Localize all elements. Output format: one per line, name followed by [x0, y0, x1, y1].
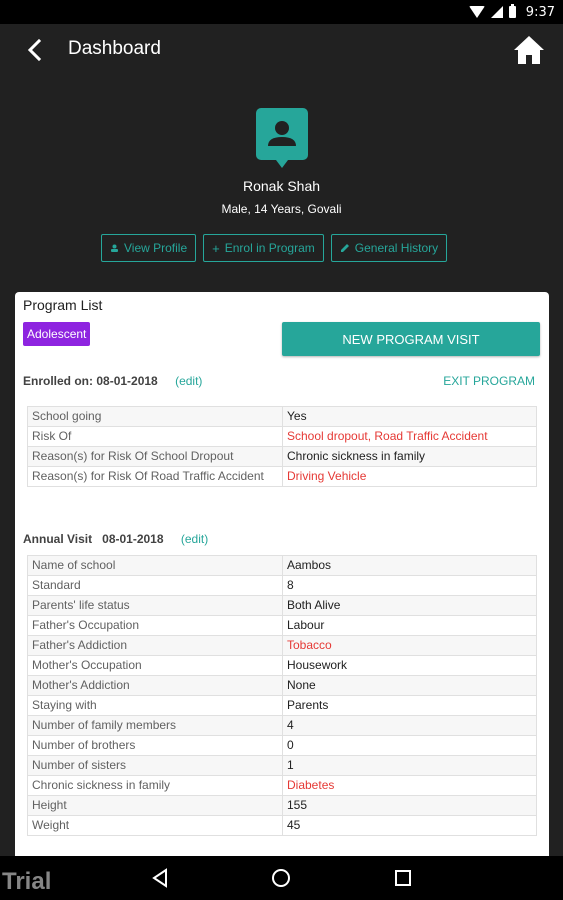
profile-meta: Male, 14 Years, Govali	[221, 202, 342, 216]
nav-back-icon	[150, 868, 170, 888]
field-label: School going	[28, 407, 283, 427]
field-value: Tobacco	[283, 636, 537, 656]
field-label: Height	[28, 796, 283, 816]
table-row	[28, 576, 537, 596]
nav-back-button[interactable]	[150, 868, 170, 893]
field-label: Number of sisters	[28, 756, 283, 776]
field-label: Number of brothers	[28, 736, 283, 756]
field-label: Number of family members	[28, 716, 283, 736]
enrolled-date: 08-01-2018	[96, 374, 158, 388]
program-list-card	[15, 292, 549, 862]
nav-recents-icon	[393, 868, 413, 888]
table-row	[28, 696, 537, 716]
view-profile-button[interactable]: View Profile	[101, 234, 196, 262]
nav-home-icon	[271, 868, 291, 888]
general-history-button[interactable]: General History	[331, 234, 447, 262]
nav-home-button[interactable]	[271, 868, 291, 893]
back-arrow-icon	[22, 36, 50, 64]
status-time: 9:37	[525, 4, 555, 20]
table-row	[28, 736, 537, 756]
edit-annual-visit-link[interactable]: (edit)	[180, 532, 209, 546]
table-row	[28, 656, 537, 676]
field-value: 8	[283, 576, 537, 596]
nav-recents-button[interactable]	[393, 868, 413, 893]
field-value: Housework	[283, 656, 537, 676]
page-title: Dashboard	[68, 38, 161, 59]
table-row	[28, 407, 537, 427]
field-label: Father's Occupation	[28, 616, 283, 636]
field-value: Chronic sickness in family	[283, 447, 537, 467]
program-list-title: Program List	[23, 297, 103, 313]
enrol-in-program-button[interactable]: + Enrol in Program	[203, 234, 324, 262]
field-label: Weight	[28, 816, 283, 836]
table-row	[28, 636, 537, 656]
field-label: Chronic sickness in family	[28, 776, 283, 796]
table-row	[28, 816, 537, 836]
annual-visit-table	[27, 555, 537, 836]
field-label: Reason(s) for Risk Of School Dropout	[28, 447, 283, 467]
person-icon	[256, 108, 308, 160]
table-row	[28, 616, 537, 636]
field-label: Risk Of	[28, 427, 283, 447]
field-value: Labour	[283, 616, 537, 636]
program-badge[interactable]: Adolescent	[23, 322, 90, 346]
app-bar	[0, 24, 563, 76]
field-value: School dropout, Road Traffic Accident	[283, 427, 537, 447]
enrolment-table	[27, 406, 537, 487]
profile-name: Ronak Shah	[242, 178, 321, 194]
table-row	[28, 596, 537, 616]
table-row	[28, 716, 537, 736]
battery-icon	[509, 6, 516, 18]
profile-actions	[101, 234, 447, 262]
field-value: Parents	[283, 696, 537, 716]
home-icon	[512, 34, 546, 66]
field-label: Staying with	[28, 696, 283, 716]
annual-visit-header	[23, 532, 208, 546]
navigation-bar	[0, 856, 563, 900]
home-button[interactable]	[512, 34, 546, 66]
table-row	[28, 676, 537, 696]
field-label: Father's Addiction	[28, 636, 283, 656]
field-value: Diabetes	[283, 776, 537, 796]
table-row	[28, 447, 537, 467]
annual-visit-date: 08-01-2018	[102, 532, 164, 546]
field-value: 45	[283, 816, 537, 836]
pencil-icon	[340, 243, 350, 253]
profile-header	[0, 108, 563, 216]
trial-watermark: Trial	[2, 868, 52, 895]
field-value: 4	[283, 716, 537, 736]
edit-enrolment-link[interactable]: (edit)	[175, 374, 203, 388]
table-row	[28, 756, 537, 776]
exit-program-link[interactable]: EXIT PROGRAM	[443, 374, 535, 388]
field-value: Aambos	[283, 556, 537, 576]
field-value: Both Alive	[283, 596, 537, 616]
avatar	[256, 108, 308, 160]
enrolled-label: Enrolled on:	[23, 374, 93, 388]
table-row	[28, 467, 537, 487]
field-label: Mother's Occupation	[28, 656, 283, 676]
person-icon	[110, 244, 119, 253]
signal-icon	[491, 6, 503, 18]
back-button[interactable]	[22, 36, 50, 64]
field-value: 155	[283, 796, 537, 816]
field-value: Yes	[283, 407, 537, 427]
table-row	[28, 427, 537, 447]
table-row	[28, 776, 537, 796]
table-row	[28, 796, 537, 816]
field-label: Parents' life status	[28, 596, 283, 616]
status-bar	[0, 0, 563, 24]
table-row	[28, 556, 537, 576]
field-value: 1	[283, 756, 537, 776]
field-label: Reason(s) for Risk Of Road Traffic Accident	[28, 467, 283, 487]
new-program-visit-button[interactable]: NEW PROGRAM VISIT	[282, 322, 540, 356]
field-value: None	[283, 676, 537, 696]
plus-icon: +	[212, 240, 220, 256]
field-value: 0	[283, 736, 537, 756]
field-label: Name of school	[28, 556, 283, 576]
annual-visit-label: Annual Visit	[23, 532, 93, 546]
wifi-icon	[469, 6, 485, 18]
field-label: Standard	[28, 576, 283, 596]
field-label: Mother's Addiction	[28, 676, 283, 696]
enrolment-info	[23, 374, 202, 388]
field-value: Driving Vehicle	[283, 467, 537, 487]
